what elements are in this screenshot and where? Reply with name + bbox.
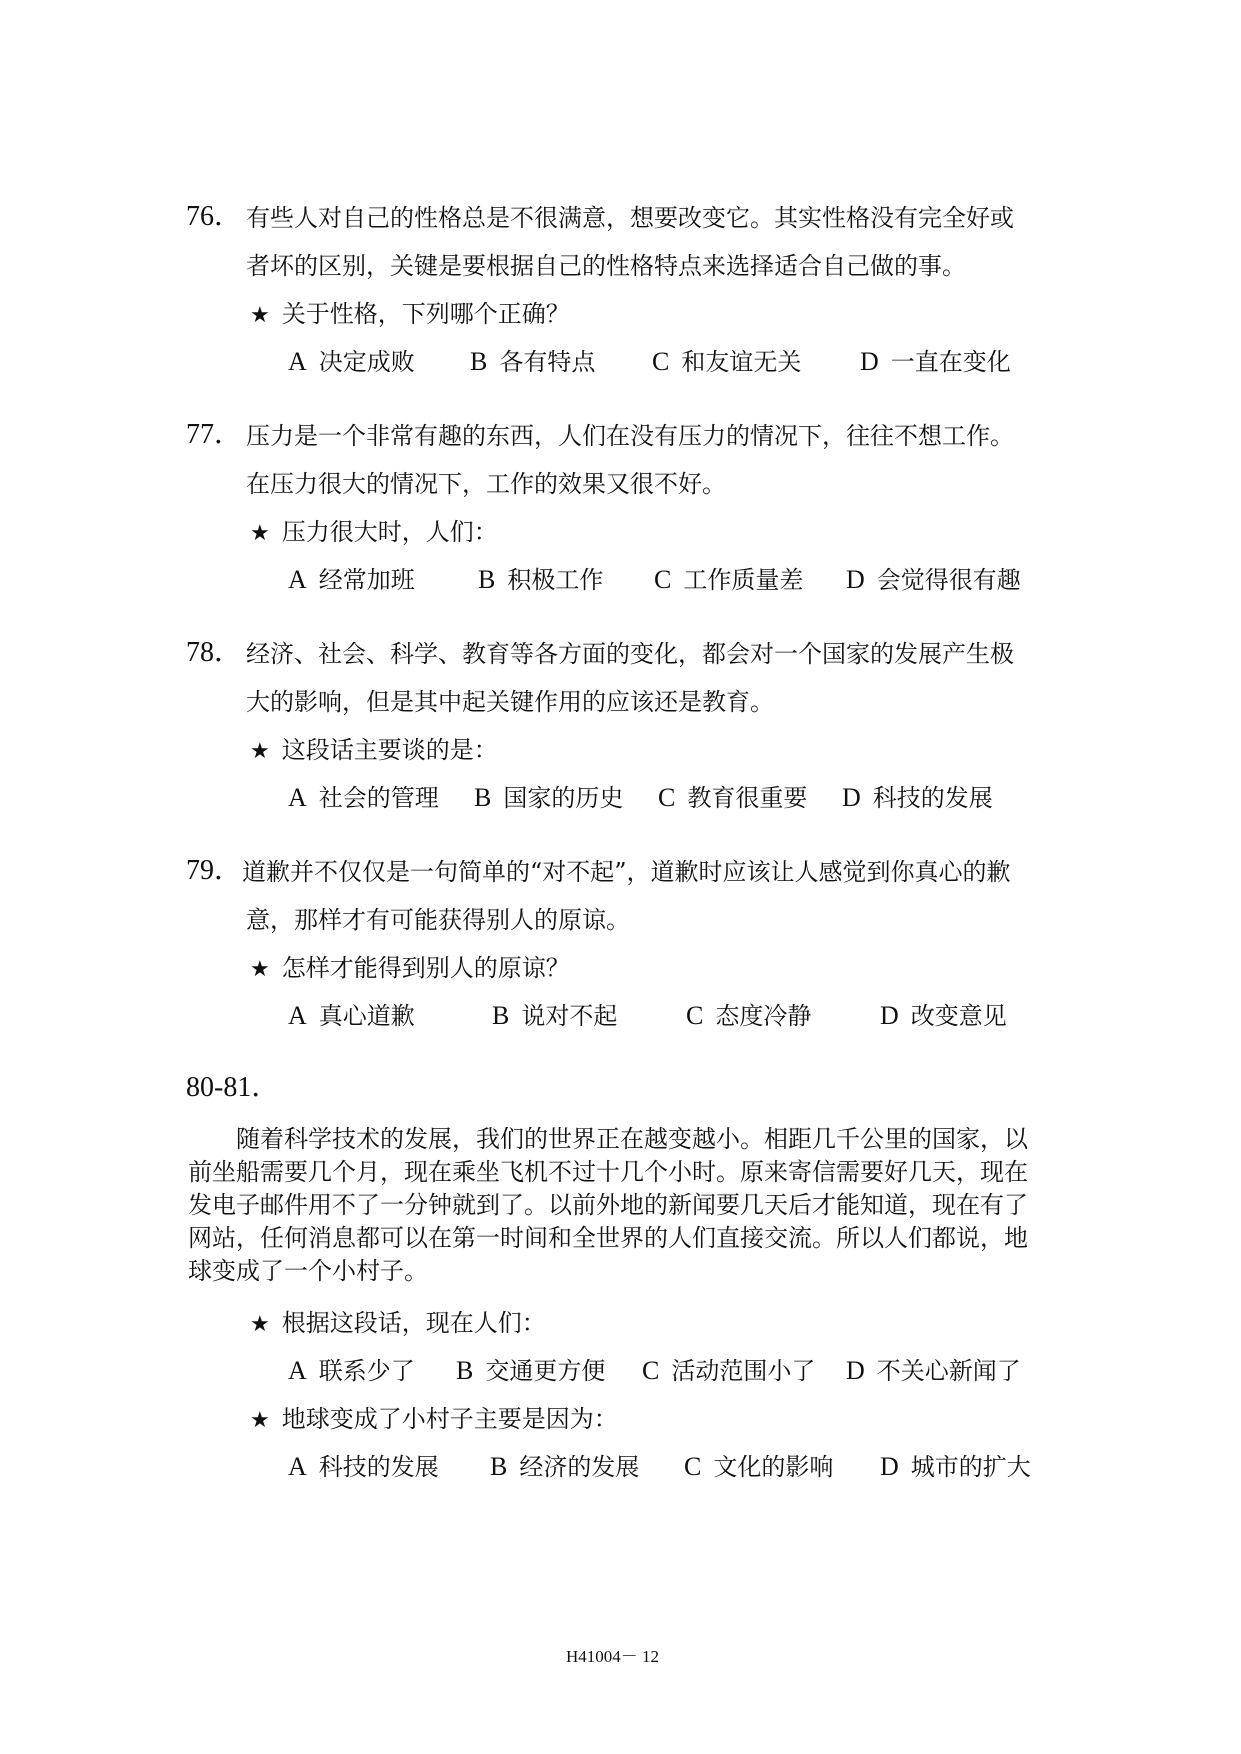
option-text: 城市的扩大 bbox=[910, 1453, 1031, 1481]
question-text-79-line-1: 道歉并不仅仅是一句简单的“对不起”，道歉时应该让人感觉到你真心的歉 bbox=[242, 858, 1011, 886]
question-number-80-81: 80-81． bbox=[186, 1072, 280, 1103]
option-79-b[interactable] bbox=[492, 1001, 618, 1030]
option-letter: B bbox=[456, 1356, 474, 1385]
option-81-b[interactable] bbox=[490, 1452, 640, 1481]
option-text: 和友谊无关 bbox=[681, 348, 802, 376]
star-icon: ★ bbox=[250, 1312, 270, 1337]
option-text: 交通更方便 bbox=[485, 1357, 606, 1385]
option-text: 各有特点 bbox=[499, 348, 596, 376]
question-prompt-79 bbox=[250, 956, 570, 982]
option-text: 经济的发展 bbox=[519, 1453, 640, 1481]
option-77-b[interactable] bbox=[478, 565, 604, 594]
option-letter: A bbox=[288, 783, 307, 812]
option-text: 活动范围小了 bbox=[671, 1357, 816, 1385]
option-78-c[interactable] bbox=[658, 783, 808, 812]
question-prompt-76 bbox=[250, 302, 570, 328]
page-footer: H41004－ 12 bbox=[566, 1647, 660, 1666]
option-text: 文化的影响 bbox=[713, 1453, 834, 1481]
option-79-c[interactable] bbox=[686, 1001, 812, 1030]
option-text: 会觉得很有趣 bbox=[876, 566, 1021, 594]
option-81-c[interactable] bbox=[684, 1452, 834, 1481]
star-icon: ★ bbox=[250, 1408, 270, 1433]
option-letter: C bbox=[652, 347, 670, 376]
option-letter: A bbox=[288, 565, 307, 594]
option-81-a[interactable] bbox=[288, 1452, 439, 1481]
prompt-text: 怎样才能得到别人的原谅？ bbox=[281, 954, 570, 982]
star-icon: ★ bbox=[250, 521, 270, 546]
option-text: 社会的管理 bbox=[318, 784, 439, 812]
passage-line-5: 球变成了一个小村子。 bbox=[188, 1257, 428, 1285]
option-78-a[interactable] bbox=[288, 783, 439, 812]
question-text-77-line-1: 压力是一个非常有趣的东西，人们在没有压力的情况下，往往不想工作。 bbox=[246, 422, 1014, 450]
option-letter: B bbox=[470, 347, 488, 376]
question-text-79-line-2: 意，那样才有可能获得别人的原谅。 bbox=[246, 906, 630, 934]
question-prompt-78 bbox=[250, 738, 498, 764]
option-letter: C bbox=[654, 565, 672, 594]
option-letter: A bbox=[288, 1452, 307, 1481]
question-number-78: 78． bbox=[186, 637, 243, 668]
star-icon: ★ bbox=[250, 739, 270, 764]
option-76-d[interactable] bbox=[860, 347, 1011, 376]
question-prompt-80 bbox=[250, 1311, 546, 1337]
option-text: 不关心新闻了 bbox=[876, 1357, 1021, 1385]
option-text: 积极工作 bbox=[507, 566, 604, 594]
prompt-text: 压力很大时，人们： bbox=[281, 518, 498, 546]
option-letter: B bbox=[478, 565, 496, 594]
option-80-d[interactable] bbox=[846, 1356, 1021, 1385]
option-letter: D bbox=[880, 1452, 899, 1481]
option-text: 国家的历史 bbox=[503, 784, 624, 812]
option-80-b[interactable] bbox=[456, 1356, 606, 1385]
star-icon: ★ bbox=[250, 957, 270, 982]
passage-line-2: 前坐船需要几个月，现在乘坐飞机不过十几个小时。原来寄信需要好几天，现在 bbox=[188, 1158, 1028, 1186]
prompt-text: 地球变成了小村子主要是因为： bbox=[281, 1405, 618, 1433]
prompt-text: 关于性格，下列哪个正确？ bbox=[281, 300, 570, 328]
option-text: 一直在变化 bbox=[890, 348, 1011, 376]
option-letter: C bbox=[642, 1356, 660, 1385]
option-letter: A bbox=[288, 1356, 307, 1385]
question-prompt-77 bbox=[250, 520, 498, 546]
option-text: 说对不起 bbox=[521, 1002, 618, 1030]
option-text: 联系少了 bbox=[318, 1357, 415, 1385]
option-text: 态度冷静 bbox=[715, 1002, 812, 1030]
option-81-d[interactable] bbox=[880, 1452, 1031, 1481]
option-text: 真心道歉 bbox=[318, 1002, 415, 1030]
option-letter: B bbox=[492, 1001, 510, 1030]
question-number-79: 79． bbox=[186, 855, 243, 886]
option-text: 科技的发展 bbox=[872, 784, 993, 812]
option-letter: C bbox=[684, 1452, 702, 1481]
option-letter: B bbox=[474, 783, 492, 812]
option-letter: D bbox=[846, 1356, 865, 1385]
passage-line-4: 网站，任何消息都可以在第一时间和全世界的人们直接交流。所以人们都说，地 bbox=[188, 1224, 1028, 1252]
option-76-a[interactable] bbox=[288, 347, 415, 376]
option-76-c[interactable] bbox=[652, 347, 802, 376]
option-letter: D bbox=[860, 347, 879, 376]
option-text: 科技的发展 bbox=[318, 1453, 439, 1481]
passage-line-3: 发电子邮件用不了一分钟就到了。以前外地的新闻要几天后才能知道，现在有了 bbox=[188, 1191, 1028, 1219]
option-letter: C bbox=[658, 783, 676, 812]
passage-line-1: 随着科学技术的发展，我们的世界正在越变越小。相距几千公里的国家，以 bbox=[236, 1125, 1028, 1153]
option-80-a[interactable] bbox=[288, 1356, 415, 1385]
option-79-d[interactable] bbox=[880, 1001, 1007, 1030]
option-text: 教育很重要 bbox=[687, 784, 808, 812]
question-text-77-line-2: 在压力很大的情况下，工作的效果又很不好。 bbox=[246, 470, 726, 498]
option-76-b[interactable] bbox=[470, 347, 596, 376]
option-80-c[interactable] bbox=[642, 1356, 816, 1385]
option-77-c[interactable] bbox=[654, 565, 804, 594]
option-79-a[interactable] bbox=[288, 1001, 415, 1030]
question-text-78-line-1: 经济、社会、科学、教育等各方面的变化，都会对一个国家的发展产生极 bbox=[246, 640, 1014, 668]
option-text: 决定成败 bbox=[318, 348, 415, 376]
option-text: 工作质量差 bbox=[683, 566, 804, 594]
question-text-76-line-1: 有些人对自己的性格总是不很满意，想要改变它。其实性格没有完全好或 bbox=[246, 204, 1014, 232]
option-letter: D bbox=[880, 1001, 899, 1030]
option-letter: A bbox=[288, 347, 307, 376]
question-prompt-81 bbox=[250, 1407, 618, 1433]
option-78-b[interactable] bbox=[474, 783, 624, 812]
option-78-d[interactable] bbox=[842, 783, 993, 812]
option-letter: D bbox=[842, 783, 861, 812]
prompt-text: 根据这段话，现在人们： bbox=[281, 1309, 546, 1337]
option-letter: D bbox=[846, 565, 865, 594]
option-77-a[interactable] bbox=[288, 565, 415, 594]
option-letter: C bbox=[686, 1001, 704, 1030]
option-text: 经常加班 bbox=[318, 566, 415, 594]
option-letter: B bbox=[490, 1452, 508, 1481]
star-icon: ★ bbox=[250, 303, 270, 328]
prompt-text: 这段话主要谈的是： bbox=[281, 736, 498, 764]
question-number-77: 77． bbox=[186, 419, 243, 450]
option-text: 改变意见 bbox=[910, 1002, 1007, 1030]
question-text-78-line-2: 大的影响，但是其中起关键作用的应该还是教育。 bbox=[246, 688, 774, 716]
option-77-d[interactable] bbox=[846, 565, 1021, 594]
question-text-76-line-2: 者坏的区别，关键是要根据自己的性格特点来选择适合自己做的事。 bbox=[246, 252, 966, 280]
option-letter: A bbox=[288, 1001, 307, 1030]
question-number-76: 76． bbox=[186, 201, 243, 232]
